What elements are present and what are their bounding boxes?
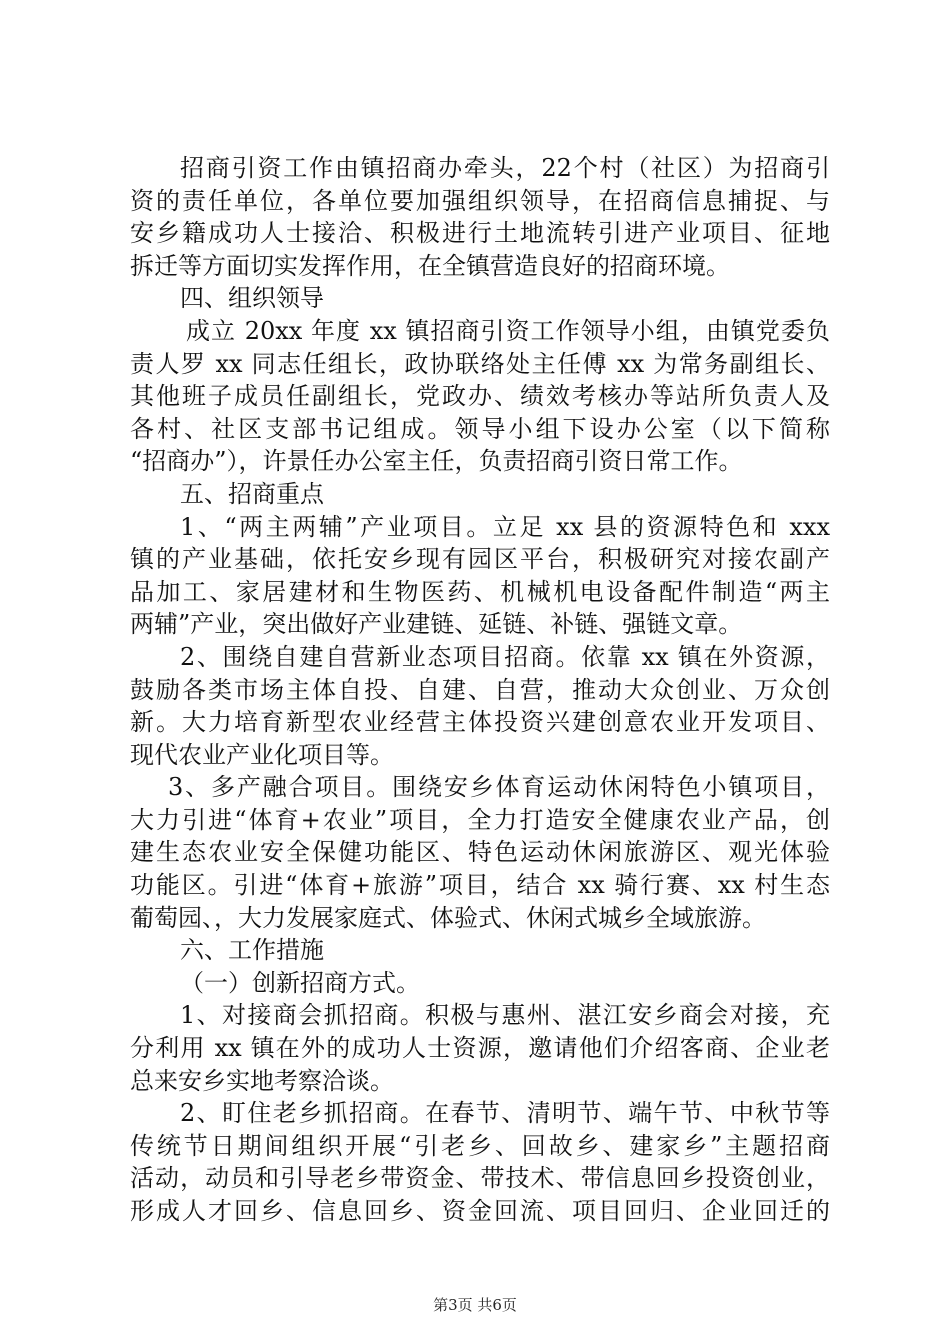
paragraph-line: 葡萄园、，大力发展家庭式、体验式、休闲式城乡全域旅游。 (130, 903, 766, 932)
paragraph-line: 责人罗 xx 同志任组长，政协联络处主任傅 xx 为常务副组长、 (130, 349, 830, 378)
paragraph-line: 新。大力培育新型农业经营主体投资兴建创意农业开发项目、 (130, 708, 830, 737)
paragraph-line: 现代农业产业化项目等。 (130, 740, 394, 769)
paragraph-line: 招商引资工作由镇招商办牵头，22个村（社区）为招商引 (180, 154, 830, 182)
section-heading: 四、组织领导 (180, 284, 324, 313)
subsection-heading: （一）创新招商方式。 (180, 968, 420, 997)
paragraph-line: 资的责任单位，各单位要加强组织领导，在招商信息捕捉、与 (130, 186, 830, 215)
paragraph-line: 两辅”产业，突出做好产业建链、延链、补链、强链文章。 (130, 610, 743, 639)
paragraph-line: 成立 20xx 年度 xx 镇招商引资工作领导小组，由镇党委负 (186, 316, 830, 345)
paragraph-line: 1、对接商会抓招商。积极与惠州、湛江安乡商会对接，充 (180, 1001, 830, 1030)
paragraph-line: 建生态农业安全保健功能区、特色运动休闲旅游区、观光体验 (130, 838, 830, 867)
paragraph-line: 品加工、家居建材和生物医药、机械机电设备配件制造“两主 (130, 577, 830, 606)
paragraph-line: 分利用 xx 镇在外的成功人士资源，邀请他们介绍客商、企业老 (130, 1034, 830, 1063)
page-footer: 第3页 共6页 (433, 1296, 517, 1314)
paragraph-line: 总来安乡实地考察洽谈。 (130, 1066, 394, 1095)
paragraph-line: 3、多产融合项目。围绕安乡体育运动休闲特色小镇项目， (168, 773, 830, 802)
paragraph-line: 鼓励各类市场主体自投、自建、自营，推动大众创业、万众创 (130, 675, 830, 704)
paragraph-line: 其他班子成员任副组长，党政办、绩效考核办等站所负责人及 (130, 382, 830, 411)
paragraph-line: 1、“两主两辅”产业项目。立足 xx 县的资源特色和 xxx (180, 512, 830, 541)
paragraph-line: 功能区。引进“体育+旅游”项目，结合 xx 骑行赛、xx 村生态 (130, 871, 830, 900)
paragraph-line: 形成人才回乡、信息回乡、资金回流、项目回归、企业回迁的 (130, 1197, 830, 1225)
paragraph-line: 拆迁等方面切实发挥作用，在全镇营造良好的招商环境。 (130, 251, 730, 280)
paragraph-line: 2、围绕自建自营新业态项目招商。依靠 xx 镇在外资源， (180, 642, 830, 671)
paragraph-line: 各村、社区支部书记组成。领导小组下设办公室（以下简称 (130, 414, 830, 443)
paragraph-line: 镇的产业基础，依托安乡现有园区平台，积极研究对接农副产 (130, 545, 830, 574)
document-body (130, 152, 830, 1228)
paragraph-line: 传统节日期间组织开展“引老乡、回故乡、建家乡”主题招商 (130, 1131, 830, 1160)
section-heading: 六、工作措施 (180, 936, 324, 965)
paragraph-line: 2、盯住老乡抓招商。在春节、清明节、端午节、中秋节等 (180, 1099, 830, 1128)
paragraph-line: 活动，动员和引导老乡带资金、带技术、带信息回乡投资创业， (130, 1164, 830, 1193)
paragraph-line: 安乡籍成功人士接洽、积极进行土地流转引进产业项目、征地 (130, 219, 830, 248)
paragraph-line: 大力引进“体育+农业”项目，全力打造安全健康农业产品，创 (130, 805, 830, 834)
section-heading: 五、招商重点 (180, 479, 324, 508)
paragraph-line: “招商办”），许景任办公室主任，负责招商引资日常工作。 (130, 447, 743, 476)
